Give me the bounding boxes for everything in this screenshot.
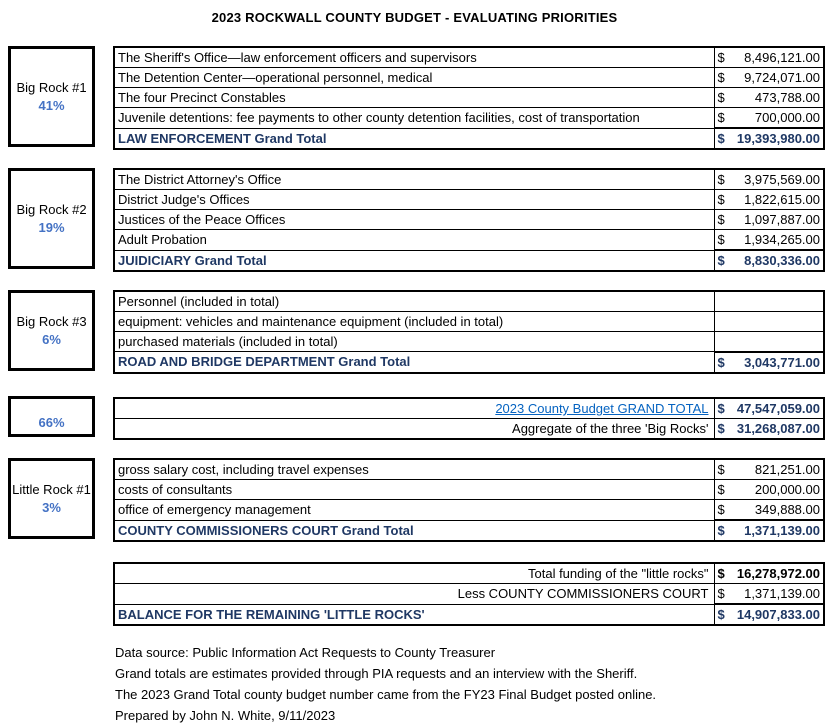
amount-cell [714, 169, 824, 190]
budget-item-desc: The District Attorney's Office [114, 169, 714, 190]
footer-note-estimates: Grand totals are estimates provided through PIA requests and an interview with the Sheriff. [115, 666, 638, 681]
budget-item-desc: Justices of the Peace Offices [114, 210, 714, 230]
amount-value: 1,371,139.00 [744, 586, 820, 601]
currency-symbol: $ [717, 253, 725, 268]
budget-grand-total-link[interactable]: 2023 County Budget GRAND TOTAL [495, 401, 709, 416]
budget-item-desc: Total funding of the "little rocks" [114, 563, 714, 584]
currency-symbol: $ [717, 462, 725, 477]
amount-value: 9,724,071.00 [744, 70, 820, 85]
judiciary-table [113, 168, 825, 272]
budget-item-desc: The Detention Center—operational personnel, medical [114, 68, 714, 88]
currency-symbol: $ [717, 401, 725, 416]
amount-cell [714, 584, 824, 605]
footer-note-data-source: Data source: Public Information Act Requests to County Treasurer [115, 645, 496, 660]
grand-total-label: JUIDICIARY Grand Total [114, 250, 714, 271]
balance-table [113, 562, 825, 626]
table-row [114, 88, 824, 108]
budget-item-desc: District Judge's Offices [114, 190, 714, 210]
amount-value: 473,788.00 [754, 90, 820, 105]
table-row [114, 169, 824, 190]
currency-symbol: $ [717, 482, 725, 497]
amount-value: 14,907,833.00 [736, 607, 820, 622]
grand-total-row [114, 352, 824, 373]
currency-symbol: $ [717, 354, 725, 370]
currency-symbol: $ [717, 172, 725, 187]
grand-total-row [114, 520, 824, 541]
budget-item-desc: office of emergency management [114, 500, 714, 521]
grand-total-row [114, 250, 824, 271]
amount-value: 1,822,615.00 [744, 192, 820, 207]
table-row [114, 47, 824, 68]
amount-cell-empty [714, 291, 824, 312]
currency-symbol: $ [717, 232, 725, 247]
big-rock-2-percent: 19% [38, 220, 65, 235]
budget-item-desc: gross salary cost, including travel expenses [114, 459, 714, 480]
currency-symbol: $ [717, 566, 725, 581]
commissioners-court-table [113, 458, 825, 542]
amount-value: 349,888.00 [754, 502, 820, 517]
grand-total-amount-cell [714, 128, 824, 149]
budget-grand-total-link-cell [114, 398, 714, 419]
table-row [114, 398, 824, 419]
table-row [114, 68, 824, 88]
grand-total-amount-cell [714, 604, 824, 625]
currency-symbol: $ [717, 212, 725, 227]
amount-cell [714, 563, 824, 584]
amount-cell [714, 47, 824, 68]
little-rock-1-percent: 3% [42, 500, 61, 515]
grand-total-amount-cell [714, 520, 824, 541]
amount-cell [714, 190, 824, 210]
big-rock-1-label: Big Rock #1 [16, 80, 87, 95]
amount-value: 1,371,139.00 [744, 523, 820, 538]
amount-cell [714, 419, 824, 440]
amount-cell [714, 480, 824, 500]
budget-item-desc: Aggregate of the three 'Big Rocks' [114, 419, 714, 440]
little-rock-1-box [8, 458, 95, 539]
currency-symbol: $ [717, 192, 725, 207]
table-row [114, 563, 824, 584]
amount-value: 700,000.00 [754, 110, 820, 125]
amount-value: 8,830,336.00 [744, 253, 820, 268]
big-rock-3-percent: 6% [42, 332, 61, 347]
amount-value: 8,496,121.00 [744, 50, 820, 65]
amount-value: 1,934,265.00 [744, 232, 820, 247]
amount-value: 47,547,059.00 [736, 401, 820, 416]
amount-value: 821,251.00 [754, 462, 820, 477]
budget-item-desc: Personnel (included in total) [114, 291, 714, 312]
road-and-bridge-table [113, 290, 825, 374]
amount-value: 31,268,087.00 [736, 421, 820, 436]
grand-total-amount-cell [714, 250, 824, 271]
budget-item-desc: purchased materials (included in total) [114, 332, 714, 352]
grand-total-label: BALANCE FOR THE REMAINING 'LITTLE ROCKS' [114, 604, 714, 625]
budget-item-desc: The four Precinct Constables [114, 88, 714, 108]
grand-total-row [114, 604, 824, 625]
amount-value: 3,043,771.00 [744, 354, 820, 370]
currency-symbol: $ [717, 523, 725, 538]
amount-value: 200,000.00 [754, 482, 820, 497]
budget-item-desc: Adult Probation [114, 230, 714, 251]
table-row [114, 190, 824, 210]
big-rock-1-box [8, 46, 95, 147]
table-row [114, 480, 824, 500]
amount-cell [714, 459, 824, 480]
amount-value: 19,393,980.00 [736, 131, 820, 146]
amount-cell [714, 108, 824, 129]
table-row [114, 108, 824, 129]
big-rock-3-label: Big Rock #3 [16, 314, 87, 329]
grand-total-label: ROAD AND BRIDGE DEPARTMENT Grand Total [114, 352, 714, 373]
grand-total-amount-cell [714, 352, 824, 373]
table-row [114, 332, 824, 352]
amount-cell [714, 68, 824, 88]
currency-symbol: $ [717, 50, 725, 65]
budget-item-desc: costs of consultants [114, 480, 714, 500]
big-rock-3-box [8, 290, 95, 371]
table-row [114, 291, 824, 312]
amount-cell [714, 500, 824, 521]
table-row [114, 312, 824, 332]
currency-symbol: $ [717, 502, 725, 517]
amount-value: 1,097,887.00 [744, 212, 820, 227]
currency-symbol: $ [717, 110, 725, 125]
amount-cell-empty [714, 312, 824, 332]
budget-item-desc: Juvenile detentions: fee payments to other county detention facilities, cost of transportation [114, 108, 714, 129]
aggregate-percent: 66% [38, 415, 65, 430]
amount-cell [714, 230, 824, 251]
amount-value: 16,278,972.00 [736, 566, 820, 581]
amount-cell [714, 398, 824, 419]
table-row [114, 584, 824, 605]
currency-symbol: $ [717, 90, 725, 105]
big-rock-2-box [8, 168, 95, 269]
currency-symbol: $ [717, 421, 725, 436]
currency-symbol: $ [717, 586, 725, 601]
amount-cell-empty [714, 332, 824, 352]
table-row [114, 500, 824, 521]
amount-value: 3,975,569.00 [744, 172, 820, 187]
big-rock-2-label: Big Rock #2 [16, 202, 87, 217]
currency-symbol: $ [717, 607, 725, 622]
budget-item-desc: Less COUNTY COMMISSIONERS COURT [114, 584, 714, 605]
footer-note-grand-total-source: The 2023 Grand Total county budget number came from the FY23 Final Budget posted online. [115, 687, 657, 702]
big-rock-1-percent: 41% [38, 98, 65, 113]
table-row [114, 210, 824, 230]
little-rock-1-label: Little Rock #1 [12, 482, 91, 497]
page-title: 2023 ROCKWALL COUNTY BUDGET - EVALUATING PRIORITIES [211, 10, 618, 25]
currency-symbol: $ [717, 131, 725, 146]
table-row [114, 459, 824, 480]
table-row [114, 419, 824, 440]
footer-notes [115, 642, 656, 726]
budget-item-desc: The Sheriff's Office—law enforcement officers and supervisors [114, 47, 714, 68]
budget-item-desc: equipment: vehicles and maintenance equipment (included in total) [114, 312, 714, 332]
amount-cell [714, 88, 824, 108]
grand-total-label: LAW ENFORCEMENT Grand Total [114, 128, 714, 149]
table-row [114, 230, 824, 251]
grand-total-label: COUNTY COMMISSIONERS COURT Grand Total [114, 520, 714, 541]
amount-cell [714, 210, 824, 230]
grand-total-row [114, 128, 824, 149]
summary-table [113, 397, 825, 440]
currency-symbol: $ [717, 70, 725, 85]
footer-note-prepared-by: Prepared by John N. White, 9/11/2023 [115, 708, 336, 723]
aggregate-percent-box [8, 396, 95, 437]
law-enforcement-table [113, 46, 825, 150]
